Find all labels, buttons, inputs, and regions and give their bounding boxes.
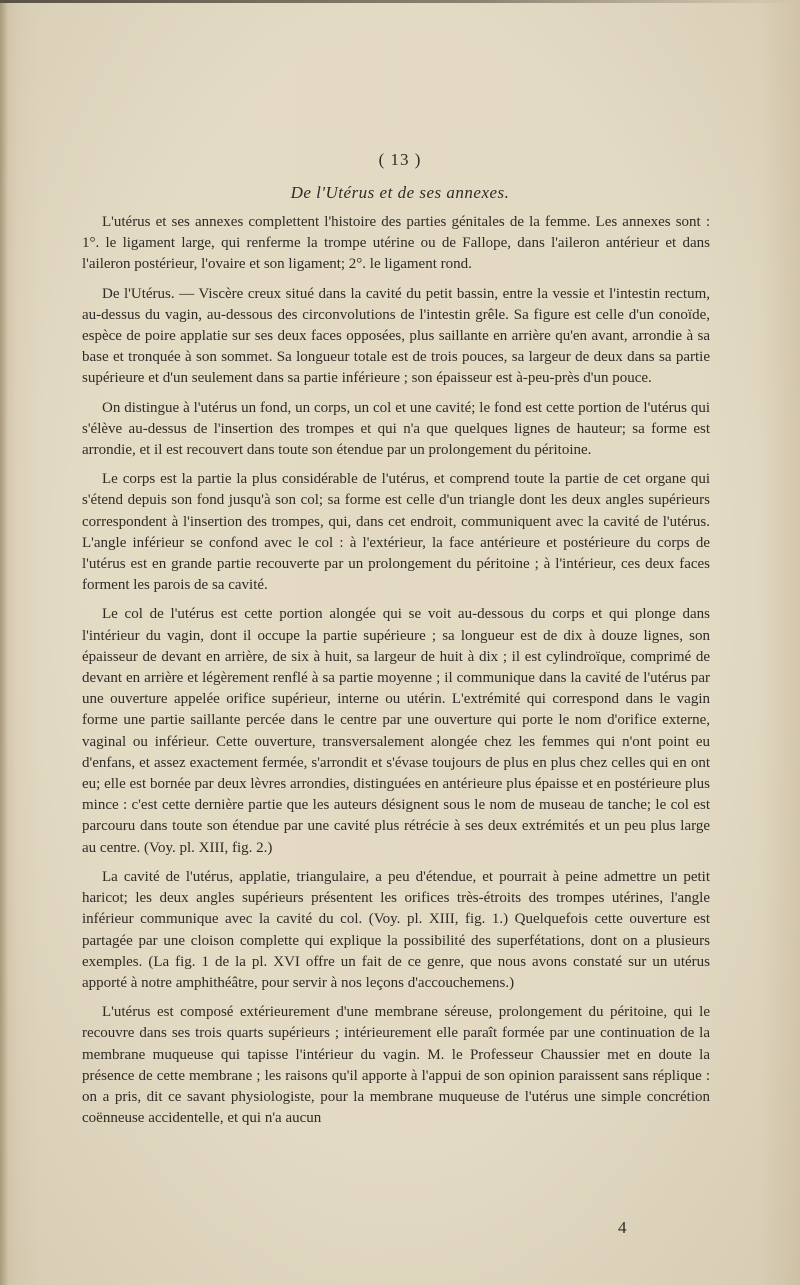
paragraph-uterus-definition: De l'Utérus. — Viscère creux situé dans la cavité du petit bassin, entre la vessie et l'intestin rectum, au-dessus du vagin, au-dessous des circonvolutions de l'intestin grêle. Sa figure est celle d'un conoïde, espèce de poire applatie sur ses deux faces opposées, plus saillante en arrière qu'en avant, arrondie à sa base et tronquée à son sommet. Sa longueur totale est de trois pouces, sa largeur de deux dans sa partie supérieure et d'un seulement dans sa partie inférieure ; son épaisseur est à-peu-près d'un pouce. <box>82 285 710 387</box>
paragraph-uterus-cavity: La cavité de l'utérus, applatie, triangulaire, a peu d'étendue, et pourrait à peine admettre un petit haricot; les deux angles supérieurs présentent les orifices très-étroits des trompes utérines, l'angle inférieur communique avec la cavité du col. (Voy. pl. XIII, fig. 1.) Quelquefois cette ouverture est partagée par une cloison complette qui explique la possibilité des superfétations, dont on a plusieurs exemples. (La fig. 1 de la pl. XVI offre un fait de ce genre, que nous avons constaté sur un utérus apporté à notre amphithéâtre, pour servir à nos leçons d'accouchemens.) <box>82 868 710 991</box>
paragraph-uterus-body: Le corps est la partie la plus considérable de l'utérus, et comprend toute la partie de cet organe qui s'étend depuis son fond jusqu'à son col; sa forme est celle d'un triangle dont les deux angles supérieurs correspondent à l'insertion des trompes, qui, dans cet endroit, communiquent avec la cavité de l'utérus. L'angle inférieur se confond avec le col : à l'extérieur, la face antérieure et postérieure du corps de l'utérus est en grande partie recouverte par un prolongement du péritoine ; à l'intérieur, ces deux faces forment les parois de sa cavité. <box>82 471 710 594</box>
body-text <box>82 212 710 1137</box>
paragraph-uterus-parts: On distingue à l'utérus un fond, un corps, un col et une cavité; le fond est cette portion de l'utérus qui s'élève au-dessus de l'insertion des trompes et qui n'a que quelques lignes de hauteur; sa forme est arrondie, et il est recouvert dans toute son étendue par un prolongement du péritoine. <box>82 399 710 459</box>
paragraph-annexes: L'utérus et ses annexes complettent l'histoire des parties génitales de la femme. Les annexes sont : 1°. le ligament large, qui renferme la trompe utérine ou de Fallope, dans l'aileron antérieur et dans l'aileron postérieur, l'ovaire et son ligament; 2°. le ligament rond. <box>82 214 710 273</box>
paragraph-uterus-neck: Le col de l'utérus est cette portion alongée qui se voit au-dessous du corps et qui plonge dans l'intérieur du vagin, dont il occupe la partie supérieure ; sa longueur est de dix à douze lignes, son épaisseur de devant en arrière, de six à huit, sa largeur de huit à dix ; il est cylindroïque, comprimé de devant en arrière et légèrement renflé à sa partie moyenne ; il communique dans la cavité de l'utérus par une ouverture appelée orifice supérieur, interne ou utérin. L'extrémité qui correspond dans le vagin forme une partie saillante percée dans le centre par une ouverture qui porte le nom d'orifice externe, vaginal ou inférieur. Cette ouverture, transversalement alongée chez les femmes qui n'ont point eu d'enfans, et assez exactement fermée, s'arrondit et s'évase toujours de plus en plus chez celles qui en ont eu; elle est bornée par deux lèvres arrondies, distinguées en antérieure plus épaisse et en postérieure plus mince : c'est cette dernière partie que les auteurs désignent sous le nom de museau de tanche; le col est parcouru dans toute son étendue par une cavité plus rétrécie à ses deux extrémités et un peu plus large au centre. (Voy. pl. XIII, fig. 2.) <box>82 606 710 856</box>
paragraph-uterus-composition: L'utérus est composé extérieurement d'une membrane séreuse, prolongement du péritoine, qui le recouvre dans ses trois quarts supérieurs ; intérieurement elle paraît formée par une continuation de la membrane muqueuse qui tapisse l'intérieur du vagin. M. le Professeur Chaussier met en doute la présence de cette membrane ; les raisons qu'il apporte à l'appui de son opinion paraissent sans réplique : on a pris, dit ce savant physiologiste, pour la membrane muqueuse de l'utérus une simple concrétion coënneuse accidentelle, et qui n'a aucun <box>82 1004 710 1127</box>
chapter-title: De l'Utérus et de ses annexes. <box>290 183 510 202</box>
page-top-edge <box>0 0 800 3</box>
signature-mark: 4 <box>618 1218 627 1237</box>
page-number: ( 13 ) <box>378 150 422 169</box>
